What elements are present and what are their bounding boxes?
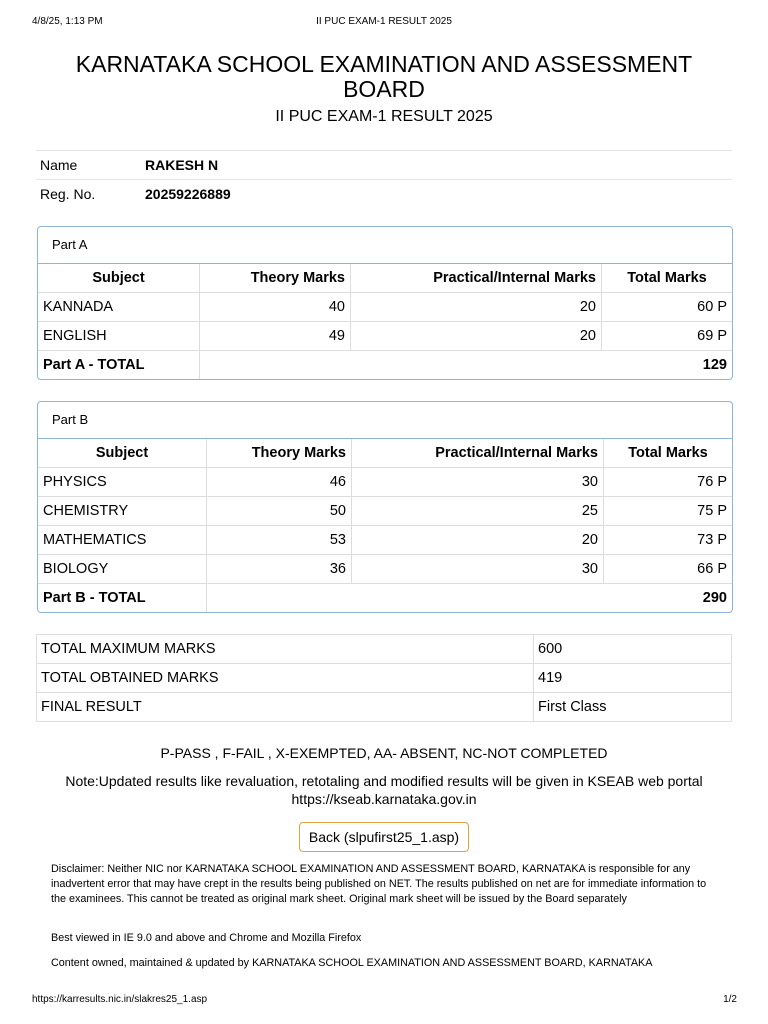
- result-legend: P-PASS , F-FAIL , X-EXEMPTED, AA- ABSENT, NC-NOT COMPLETED: [160, 745, 608, 761]
- col-total: Total Marks: [602, 264, 733, 293]
- col-total: Total Marks: [604, 439, 733, 468]
- col-theory: Theory Marks: [207, 439, 352, 468]
- part-b-panel: [37, 401, 733, 613]
- back-button[interactable]: Back (slpufirst25_1.asp): [299, 822, 469, 852]
- col-practical: Practical/Internal Marks: [351, 264, 602, 293]
- print-page-url: https://karresults.nic.in/slakres25_1.asp: [32, 994, 208, 1005]
- subject-cell: PHYSICS: [38, 468, 207, 497]
- browser-support-note: Best viewed in IE 9.0 and above and Chrome and Mozilla Firefox: [51, 932, 362, 944]
- obtained-marks-label: TOTAL OBTAINED MARKS: [37, 664, 534, 693]
- part-a-heading: Part A: [38, 227, 732, 264]
- practical-cell: 30: [352, 555, 604, 584]
- theory-cell: 40: [200, 293, 351, 322]
- part-a-total-row: [38, 351, 732, 380]
- theory-cell: 50: [207, 497, 352, 526]
- part-b-heading: Part B: [38, 402, 732, 439]
- subject-cell: BIOLOGY: [38, 555, 207, 584]
- obtained-marks-value: 419: [534, 664, 732, 693]
- table-header-row: [38, 439, 732, 468]
- practical-cell: 20: [352, 526, 604, 555]
- subject-cell: MATHEMATICS: [38, 526, 207, 555]
- name-label: Name: [36, 151, 141, 180]
- theory-cell: 49: [200, 322, 351, 351]
- print-datetime: 4/8/25, 1:13 PM: [32, 16, 103, 27]
- part-b-total-value: 290: [207, 584, 733, 613]
- total-cell: 73 P: [604, 526, 733, 555]
- practical-cell: 20: [351, 293, 602, 322]
- table-row: [38, 468, 732, 497]
- final-result-row: [37, 693, 732, 722]
- kseab-portal-url: https://kseab.karnataka.gov.in: [291, 791, 477, 807]
- total-cell: 75 P: [604, 497, 733, 526]
- final-result-label: FINAL RESULT: [37, 693, 534, 722]
- part-a-total-value: 129: [200, 351, 733, 380]
- table-row: [38, 497, 732, 526]
- summary-table: [36, 634, 732, 722]
- final-result-value: First Class: [534, 693, 732, 722]
- total-cell: 69 P: [602, 322, 733, 351]
- reg-no-label: Reg. No.: [36, 180, 141, 209]
- student-info-table: [36, 150, 732, 208]
- subject-cell: ENGLISH: [38, 322, 200, 351]
- part-b-table: [38, 439, 732, 612]
- disclaimer-text: Disclaimer: Neither NIC nor KARNATAKA SCHOOL EXAMINATION AND ASSESSMENT BOARD, KARNATAKA is responsible for any inadvertent error that may have crept in the results being published on NET. The results published on net are for immediate information to the examinees. This cannot be treated as original mark sheet. Original mark sheet will be issued by the Board separately: [51, 863, 707, 905]
- part-b-total-row: [38, 584, 732, 613]
- obtained-marks-row: [37, 664, 732, 693]
- content-owner-note: Content owned, maintained & updated by KARNATAKA SCHOOL EXAMINATION AND ASSESSMENT BOARD, KARNATAKA: [51, 957, 653, 969]
- table-header-row: [38, 264, 732, 293]
- table-row: [38, 555, 732, 584]
- col-subject: Subject: [38, 264, 200, 293]
- max-marks-label: TOTAL MAXIMUM MARKS: [37, 635, 534, 664]
- print-header: [0, 16, 768, 30]
- table-row: [38, 293, 732, 322]
- practical-cell: 30: [352, 468, 604, 497]
- part-a-panel: [37, 226, 733, 380]
- subject-cell: KANNADA: [38, 293, 200, 322]
- col-subject: Subject: [38, 439, 207, 468]
- table-row: [38, 322, 732, 351]
- practical-cell: 25: [352, 497, 604, 526]
- part-b-total-label: Part B - TOTAL: [38, 584, 207, 613]
- student-name: RAKESH N: [141, 151, 732, 180]
- col-theory: Theory Marks: [200, 264, 351, 293]
- note-text: Note:Updated results like revaluation, retotaling and modified results will be given in KSEAB web portal: [65, 773, 703, 789]
- print-footer: [0, 994, 768, 1008]
- exam-title: II PUC EXAM-1 RESULT 2025: [275, 108, 493, 125]
- theory-cell: 36: [207, 555, 352, 584]
- col-practical: Practical/Internal Marks: [352, 439, 604, 468]
- student-name-row: [36, 151, 732, 180]
- revaluation-note: [40, 772, 728, 808]
- total-cell: 66 P: [604, 555, 733, 584]
- reg-no-value: 20259226889: [141, 180, 732, 209]
- total-cell: 60 P: [602, 293, 733, 322]
- theory-cell: 53: [207, 526, 352, 555]
- max-marks-value: 600: [534, 635, 732, 664]
- board-title: KARNATAKA SCHOOL EXAMINATION AND ASSESSMENT BOARD: [75, 51, 693, 102]
- print-page-title: II PUC EXAM-1 RESULT 2025: [316, 16, 452, 27]
- part-a-total-label: Part A - TOTAL: [38, 351, 200, 380]
- subject-cell: CHEMISTRY: [38, 497, 207, 526]
- theory-cell: 46: [207, 468, 352, 497]
- max-marks-row: [37, 635, 732, 664]
- table-row: [38, 526, 732, 555]
- student-reg-row: [36, 180, 732, 209]
- part-a-table: [38, 264, 732, 379]
- total-cell: 76 P: [604, 468, 733, 497]
- print-page-number: 1/2: [723, 994, 737, 1005]
- practical-cell: 20: [351, 322, 602, 351]
